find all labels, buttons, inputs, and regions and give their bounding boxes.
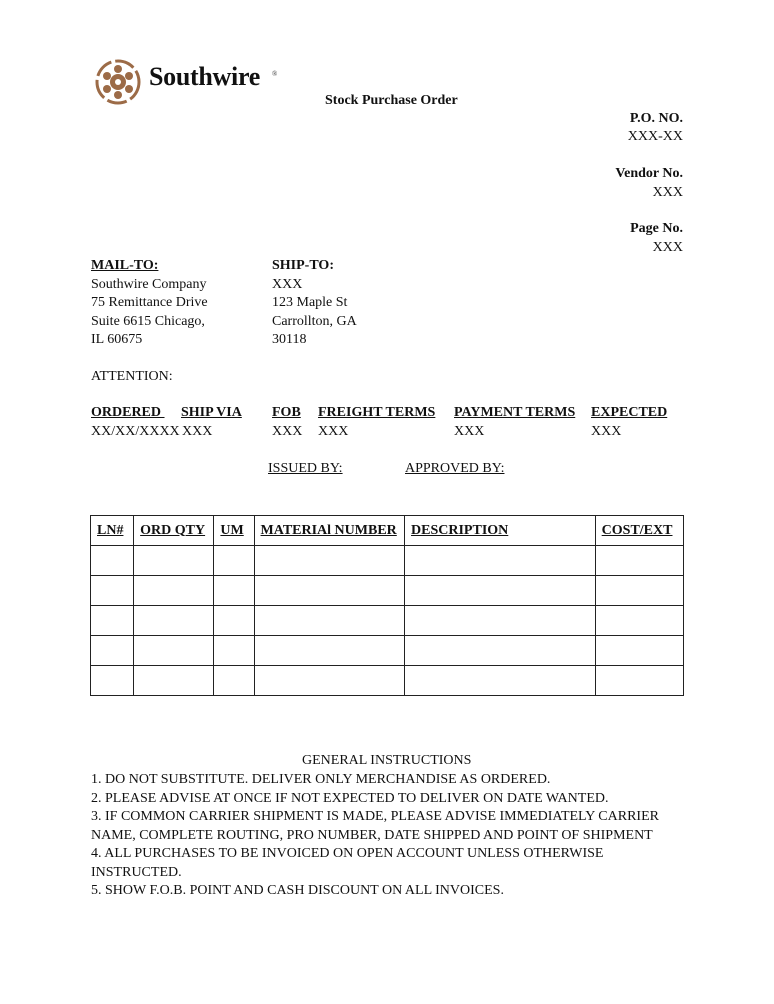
table-cell: [595, 636, 683, 666]
table-cell: [405, 606, 596, 636]
table-cell: [595, 546, 683, 576]
ship-to-line: 30118: [272, 332, 307, 347]
instruction-line: 1. DO NOT SUBSTITUTE. DELIVER ONLY MERCHANDISE AS ORDERED.: [91, 772, 551, 787]
ordered-value: XX/XX/XXXX: [91, 424, 180, 439]
expected-label: EXPECTED: [591, 405, 668, 420]
table-cell: [405, 546, 596, 576]
column-header-ln: LN#: [91, 516, 134, 546]
payment-terms-value: XXX: [454, 424, 485, 439]
table-cell: [214, 546, 254, 576]
table-row: [91, 576, 684, 606]
table-cell: [214, 606, 254, 636]
table-cell: [91, 666, 134, 696]
table-cell: [595, 666, 683, 696]
table-cell: [254, 546, 405, 576]
approved-by-label: APPROVED BY:: [405, 461, 505, 476]
attention-label: ATTENTION:: [91, 369, 173, 384]
ship-to-label: SHIP-TO:: [272, 258, 334, 273]
line-items-table: [90, 515, 684, 696]
instruction-line: 4. ALL PURCHASES TO BE INVOICED ON OPEN ACCOUNT UNLESS OTHERWISE: [91, 846, 604, 861]
column-header-description: DESCRIPTION: [405, 516, 596, 546]
table-cell: [595, 576, 683, 606]
table-cell: [91, 636, 134, 666]
page-number-value: XXX: [652, 240, 683, 255]
table-cell: [134, 576, 214, 606]
freight-terms-value: XXX: [318, 424, 349, 439]
table-cell: [214, 666, 254, 696]
mail-to-line: IL 60675: [91, 332, 143, 347]
instruction-line: INSTRUCTED.: [91, 865, 182, 880]
table-row: [91, 666, 684, 696]
vendor-number-value: XXX: [652, 185, 683, 200]
table-cell: [254, 606, 405, 636]
southwire-emblem-icon: [94, 58, 142, 106]
mail-to-label: MAIL-TO:: [91, 258, 159, 273]
ship-to-line: Carrollton, GA: [272, 314, 357, 329]
table-row: [91, 546, 684, 576]
payment-terms-label: PAYMENT TERMS: [454, 405, 576, 420]
column-header-ord-qty: ORD QTY: [134, 516, 214, 546]
ordered-label: ORDERED: [91, 405, 162, 420]
document-title: Stock Purchase Order: [325, 93, 458, 108]
instruction-line: 2. PLEASE ADVISE AT ONCE IF NOT EXPECTED TO DELIVER ON DATE WANTED.: [91, 791, 609, 806]
table-cell: [134, 546, 214, 576]
table-cell: [134, 636, 214, 666]
column-header-um: UM: [214, 516, 254, 546]
fob-value: XXX: [272, 424, 303, 439]
southwire-logo: [94, 58, 284, 106]
table-cell: [405, 576, 596, 606]
logo-trademark: ®: [272, 70, 278, 78]
logo-wordmark: Southwire: [149, 62, 260, 91]
table-cell: [214, 576, 254, 606]
table-header-row: [91, 516, 684, 546]
ship-to-line: 123 Maple St: [272, 295, 348, 310]
table-cell: [254, 666, 405, 696]
mail-to-line: 75 Remittance Drive: [91, 295, 208, 310]
table-cell: [91, 576, 134, 606]
ship-via-value: XXX: [182, 424, 213, 439]
expected-value: XXX: [591, 424, 622, 439]
column-header-cost-ext: COST/EXT: [595, 516, 683, 546]
instruction-line: NAME, COMPLETE ROUTING, PRO NUMBER, DATE SHIPPED AND POINT OF SHIPMENT: [91, 828, 653, 843]
ship-via-label: SHIP VIA: [181, 405, 242, 420]
page-number-label: Page No.: [630, 221, 683, 236]
ship-to-line: XXX: [272, 277, 303, 292]
table-cell: [254, 636, 405, 666]
mail-to-line: Southwire Company: [91, 277, 207, 292]
instructions-title: GENERAL INSTRUCTIONS: [302, 753, 472, 768]
table-row: [91, 636, 684, 666]
column-header-material-number: MATERIAl NUMBER: [254, 516, 405, 546]
table-cell: [134, 666, 214, 696]
freight-terms-label: FREIGHT TERMS: [318, 405, 436, 420]
instruction-line: 5. SHOW F.O.B. POINT AND CASH DISCOUNT ON ALL INVOICES.: [91, 883, 504, 898]
po-number-value: XXX-XX: [627, 129, 683, 144]
vendor-number-label: Vendor No.: [615, 166, 683, 181]
po-number-label: P.O. NO.: [629, 111, 683, 126]
instruction-line: 3. IF COMMON CARRIER SHIPMENT IS MADE, PLEASE ADVISE IMMEDIATELY CARRIER: [91, 809, 659, 824]
fob-label: FOB: [272, 405, 301, 420]
table-row: [91, 606, 684, 636]
table-cell: [134, 606, 214, 636]
table-cell: [405, 636, 596, 666]
issued-by-label: ISSUED BY:: [268, 461, 343, 476]
mail-to-line: Suite 6615 Chicago,: [91, 314, 205, 329]
table-cell: [91, 546, 134, 576]
table-cell: [254, 576, 405, 606]
table-cell: [214, 636, 254, 666]
table-cell: [405, 666, 596, 696]
table-cell: [91, 606, 134, 636]
table-cell: [595, 606, 683, 636]
